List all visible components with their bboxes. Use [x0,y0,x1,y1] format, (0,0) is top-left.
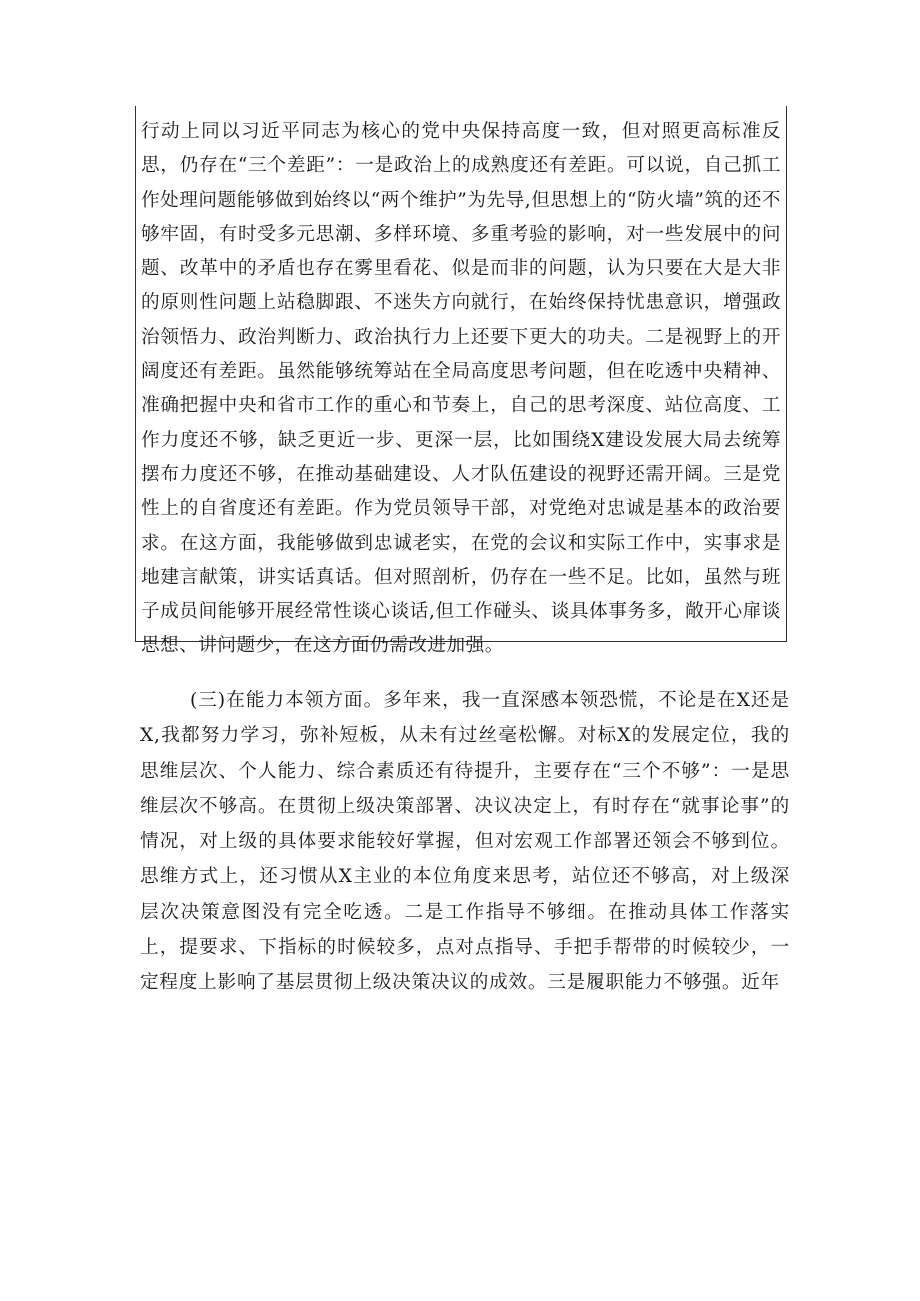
body-section [140,683,790,1001]
ability-paragraph: (三)在能力本领方面。多年来，我一直深感本领恐慌，不论是在X还是X,我都努力学习，弥补短板，从未有过丝毫松懈。对标X的发展定位，我的思维层次、个人能力、综合素质还有待提升，主要存在“三个不够”：一是思维层次不够高。在贯彻上级决策部署、决议决定上，有时存在“就事论事”的情况，对上级的具体要求能较好掌握，但对宏观工作部署还领会不够到位。思维方式上，还习惯从X主业的本位角度来思考，站位还不够高，对上级深层次决策意图没有完全吃透。二是工作指导不够细。在推动具体工作落实上，提要求、下指标的时候较多，点对点指导、手把手帮带的时候较少，一定程度上影响了基层贯彻上级决策决议的成效。三是履职能力不够强。近年 [140,690,790,994]
table-cell-box [135,106,787,657]
boxed-paragraph: 行动上同以习近平同志为核心的党中央保持高度一致，但对照更高标准反思，仍存在“三个差距”：一是政治上的成熟度还有差距。可以说，自己抓工作处理问题能够做到始终以“两个维护”为先导,但思想上的“防火墙”筑的还不够牢固，有时受多元思潮、多样环境、多重考验的影响，对一些发展中的问题、改革中的矛盾也存在雾里看花、似是而非的问题，认为只要在大是大非的原则性问题上站稳脚跟、不迷失方向就行，在始终保持忧患意识，增强政治领悟力、政治判断力、政治执行力上还要下更大的功夫。二是视野上的开阔度还有差距。虽然能够统筹站在全局高度思考问题，但在吃透中央精神、准确把握中央和省市工作的重心和节奏上，自己的思考深度、站位高度、工作力度还不够，缺乏更近一步、更深一层，比如围绕X建设发展大局去统筹摆布力度还不够，在推动基础建设、人才队伍建设的视野还需开阔。三是党性上的自省度还有差距。作为党员领导干部，对党绝对忠诚是基本的政治要求。在这方面，我能够做到忠诚老实，在党的会议和实际工作中，实事求是地建言献策，讲实话真话。但对照剖析，仍存在一些不足。比如，虽然与班子成员间能够开展经常性谈心谈话,但工作碰头、谈具体事务多，敞开心扉谈思想、讲问题少，在这方面仍需改进加强。 [141,121,781,657]
